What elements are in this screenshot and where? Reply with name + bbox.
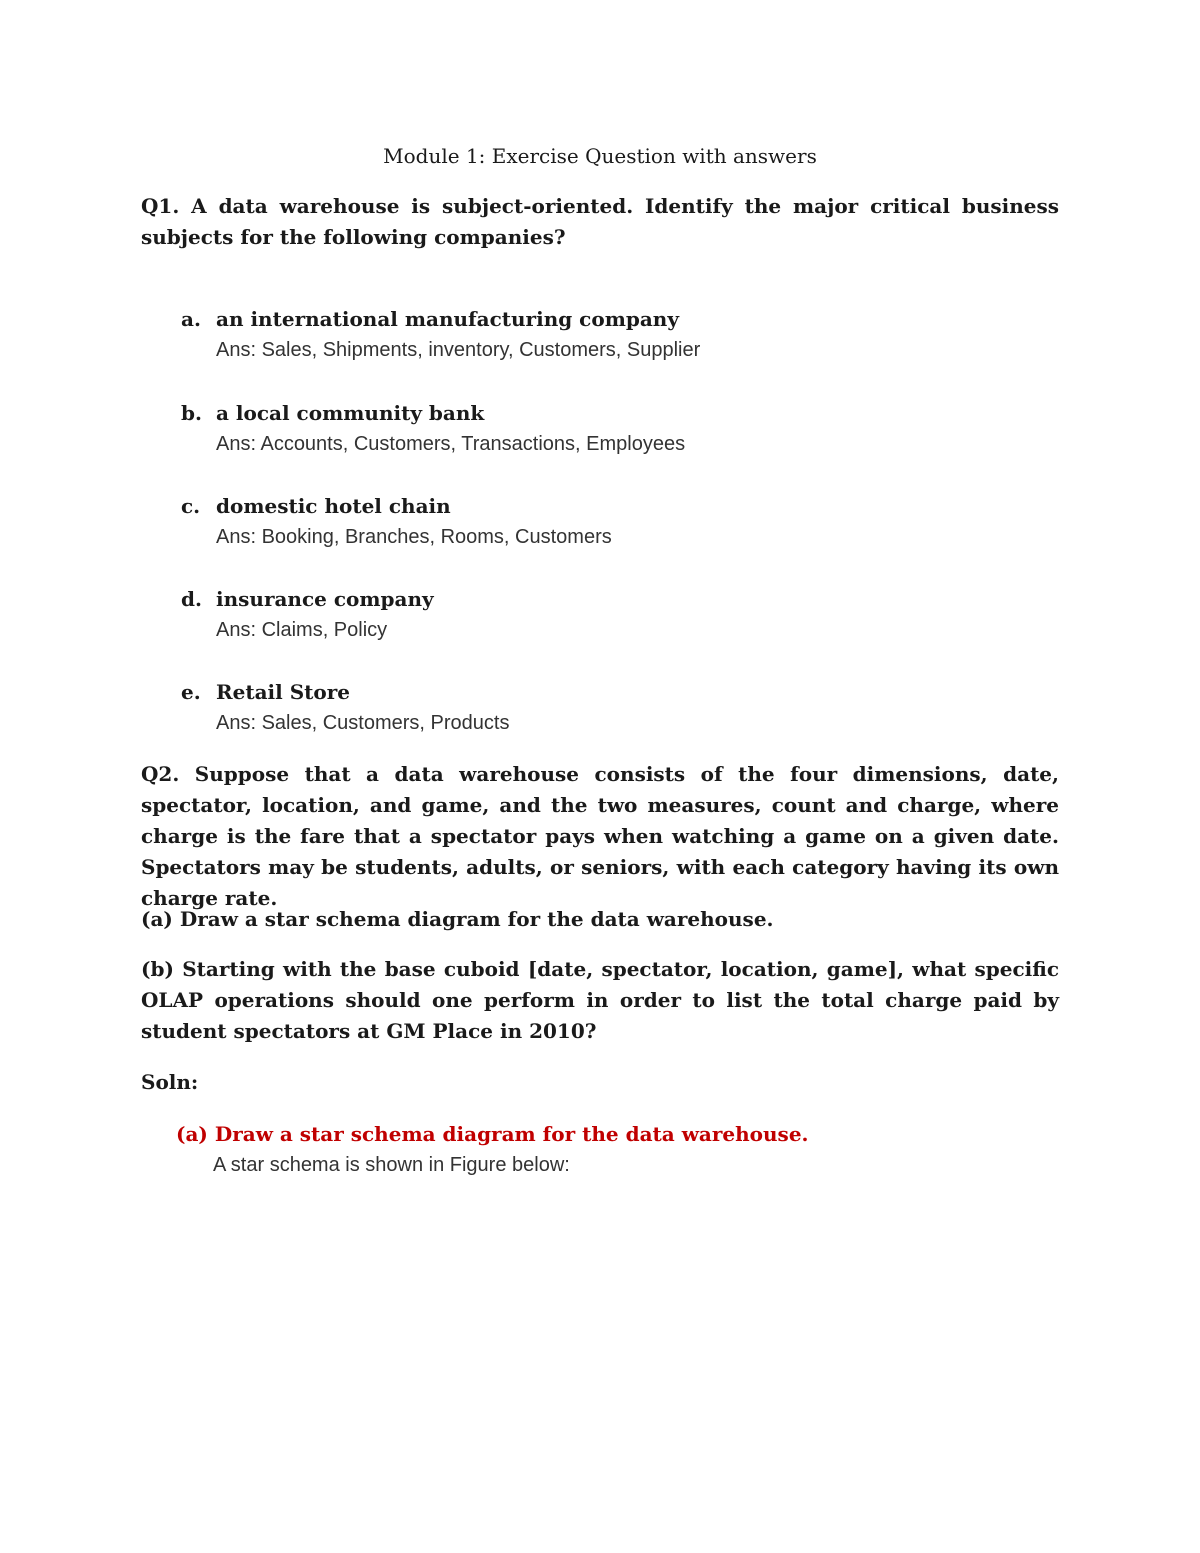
list-item-company: a local community bank (216, 401, 485, 425)
list-item-letter: b. (181, 401, 202, 425)
list-item-answer: Ans: Accounts, Customers, Transactions, Employees (216, 433, 686, 455)
list-item-company: insurance company (216, 587, 434, 611)
soln-label: Soln: (141, 1070, 199, 1094)
list-item-company: domestic hotel chain (216, 494, 451, 518)
document-page (141, 0, 1059, 1553)
list-item-answer: Ans: Claims, Policy (216, 619, 388, 641)
list-item-letter: c. (181, 494, 201, 518)
q1-question: Q1. A data warehouse is subject-oriented. Identify the major critical business subjects for the following companies? (141, 194, 1059, 249)
q2-question: Q2. Suppose that a data warehouse consists of the four dimensions, date, spectator, location, and game, and the two measures, count and charge, where charge is the fare that a spectator pays when watching a game on a given date. Spectators may be students, adults, or seniors, with each category having its own charge rate. (141, 762, 1059, 910)
list-item-company: Retail Store (216, 680, 350, 704)
list-item-answer: Ans: Sales, Customers, Products (216, 712, 510, 734)
list-item-letter: e. (181, 680, 201, 704)
q2-part-a: (a) Draw a star schema diagram for the data warehouse. (141, 907, 774, 931)
list-item-answer: Ans: Sales, Shipments, inventory, Customers, Supplier (216, 339, 701, 361)
list-item-answer: Ans: Booking, Branches, Rooms, Customers (216, 526, 612, 548)
list-item-company: an international manufacturing company (216, 307, 679, 331)
page-title: Module 1: Exercise Question with answers (383, 144, 817, 168)
q2-part-b: (b) Starting with the base cuboid [date, spectator, location, game], what specific OLAP operations should one perform in order to list the total charge paid by student spectators at GM Place in 2010? (141, 957, 1059, 1043)
list-item-letter: a. (181, 307, 201, 331)
soln-text: A star schema is shown in Figure below: (213, 1154, 570, 1176)
list-item-letter: d. (181, 587, 202, 611)
soln-heading: (a) Draw a star schema diagram for the data warehouse. (176, 1122, 809, 1146)
